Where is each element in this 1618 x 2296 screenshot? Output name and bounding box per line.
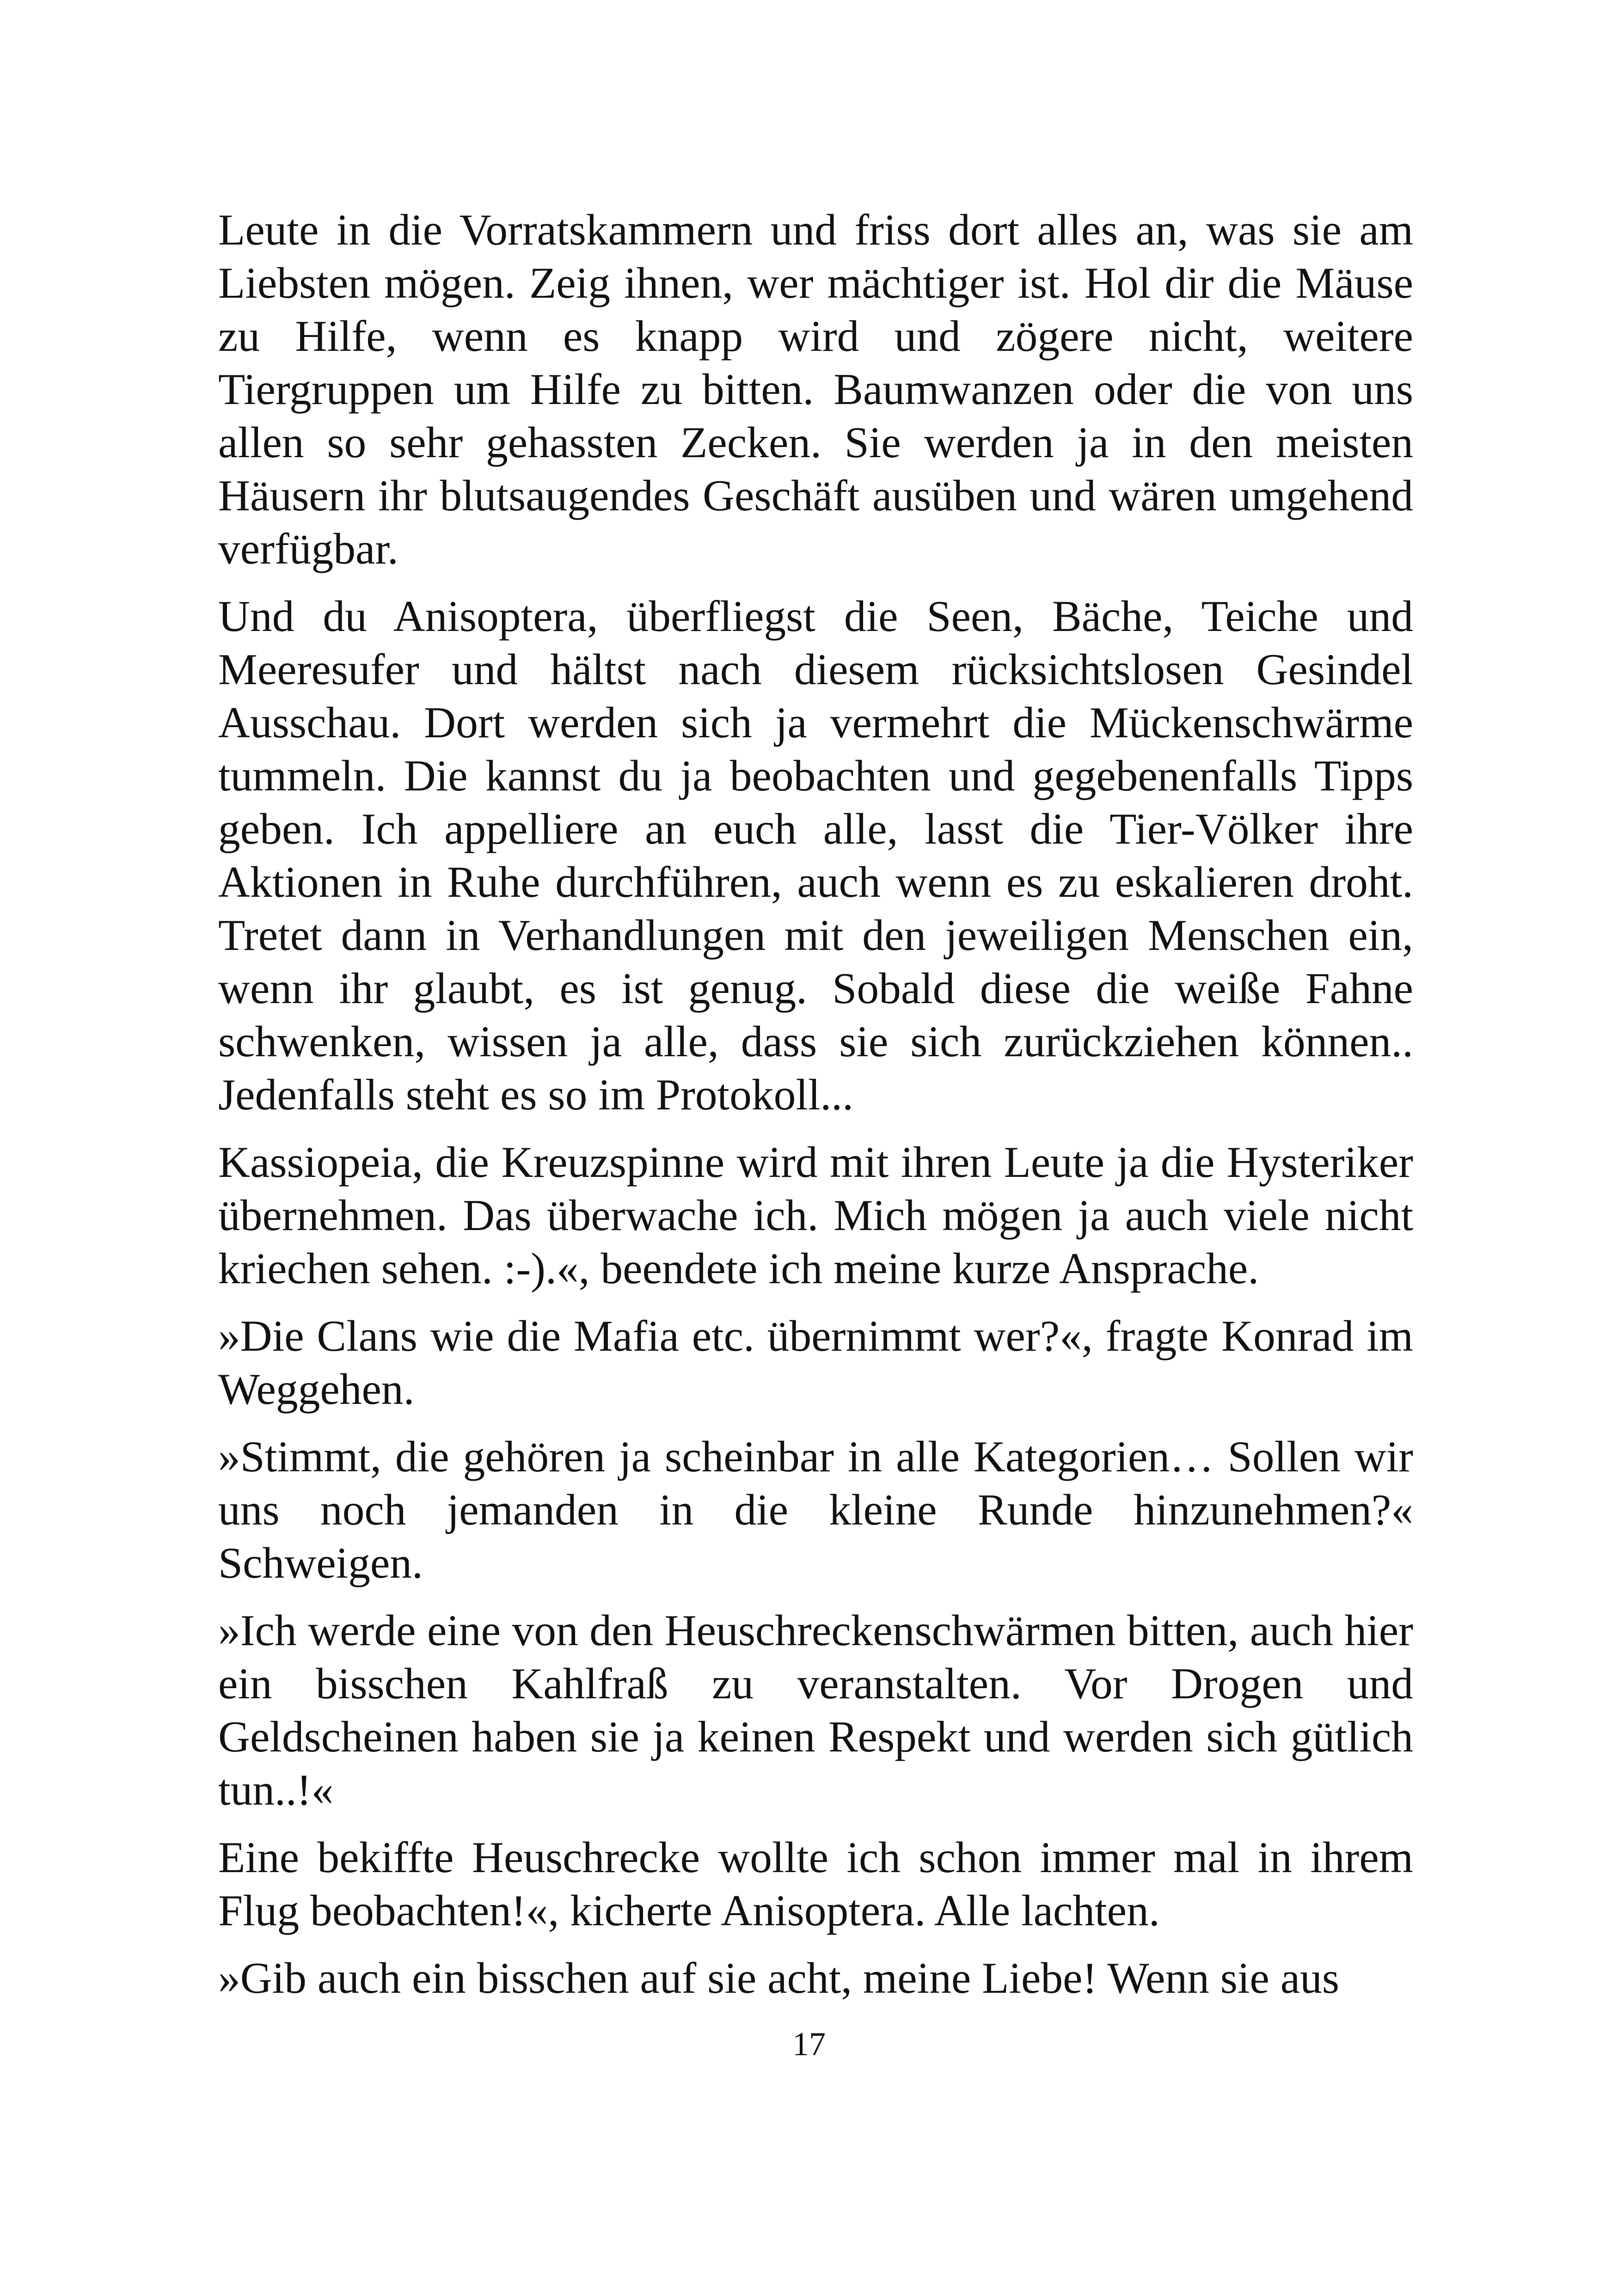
paragraph-6: »Ich werde eine von den Heuschreckenschwärmen bitten, auch hier ein bisschen Kahlfraß zu veranstalten. Vor Drogen und Geldscheinen haben sie ja keinen Respekt und werden sich gütlich tun..!« xyxy=(218,1606,1413,1814)
body-text xyxy=(218,203,1413,2019)
paragraph-2: Und du Anisoptera, überfliegst die Seen, Bäche, Teiche und Meeresufer und hältst nach diesem rücksichtslosen Gesindel Ausschau. Dort werden sich ja vermehrt die Mückenschwärme tummeln. Die kannst du ja beobachten und gegebenenfalls Tipps geben. Ich appelliere an euch alle, lasst die Tier-Völker ihre Aktionen in Ruhe durchführen, auch wenn es zu eskalieren droht. Tretet dann in Verhandlungen mit den jeweiligen Menschen ein, wenn ihr glaubt, es ist genug. Sobald diese die weiße Fahne schwenken, wissen ja alle, dass sie sich zurückziehen können.. Jedenfalls steht es so im Protokoll... xyxy=(218,592,1413,1119)
paragraph-5: »Stimmt, die gehören ja scheinbar in alle Kategorien… Sollen wir uns noch jemanden in die kleine Runde hinzunehmen?« Schweigen. xyxy=(218,1432,1413,1587)
page-number: 17 xyxy=(792,2026,826,2063)
paragraph-7: Eine bekiffte Heuschrecke wollte ich schon immer mal in ihrem Flug beobachten!«, kicherte Anisoptera. Alle lachten. xyxy=(218,1833,1413,1935)
paragraph-4: »Die Clans wie die Mafia etc. übernimmt wer?«, fragte Konrad im Weggehen. xyxy=(218,1311,1413,1414)
paragraph-1: Leute in die Vorratskammern und friss dort alles an, was sie am Liebsten mögen. Zeig ihnen, wer mächtiger ist. Hol dir die Mäuse zu Hilfe, wenn es knapp wird und zögere nicht, weitere Tiergruppen um Hilfe zu bitten. Baumwanzen oder die von uns allen so sehr gehassten Zecken. Sie werden ja in den meisten Häusern ihr blutsaugendes Geschäft ausüben und wären umgehend verfügbar. xyxy=(218,205,1413,573)
paragraph-8: »Gib auch ein bisschen auf sie acht, meine Liebe! Wenn sie aus xyxy=(218,1953,1339,2002)
paragraph-3: Kassiopeia, die Kreuzspinne wird mit ihren Leute ja die Hysteriker übernehmen. Das überwache ich. Mich mögen ja auch viele nicht kriechen sehen. :-).«, beendete ich meine kurze Ansprache. xyxy=(218,1138,1413,1293)
